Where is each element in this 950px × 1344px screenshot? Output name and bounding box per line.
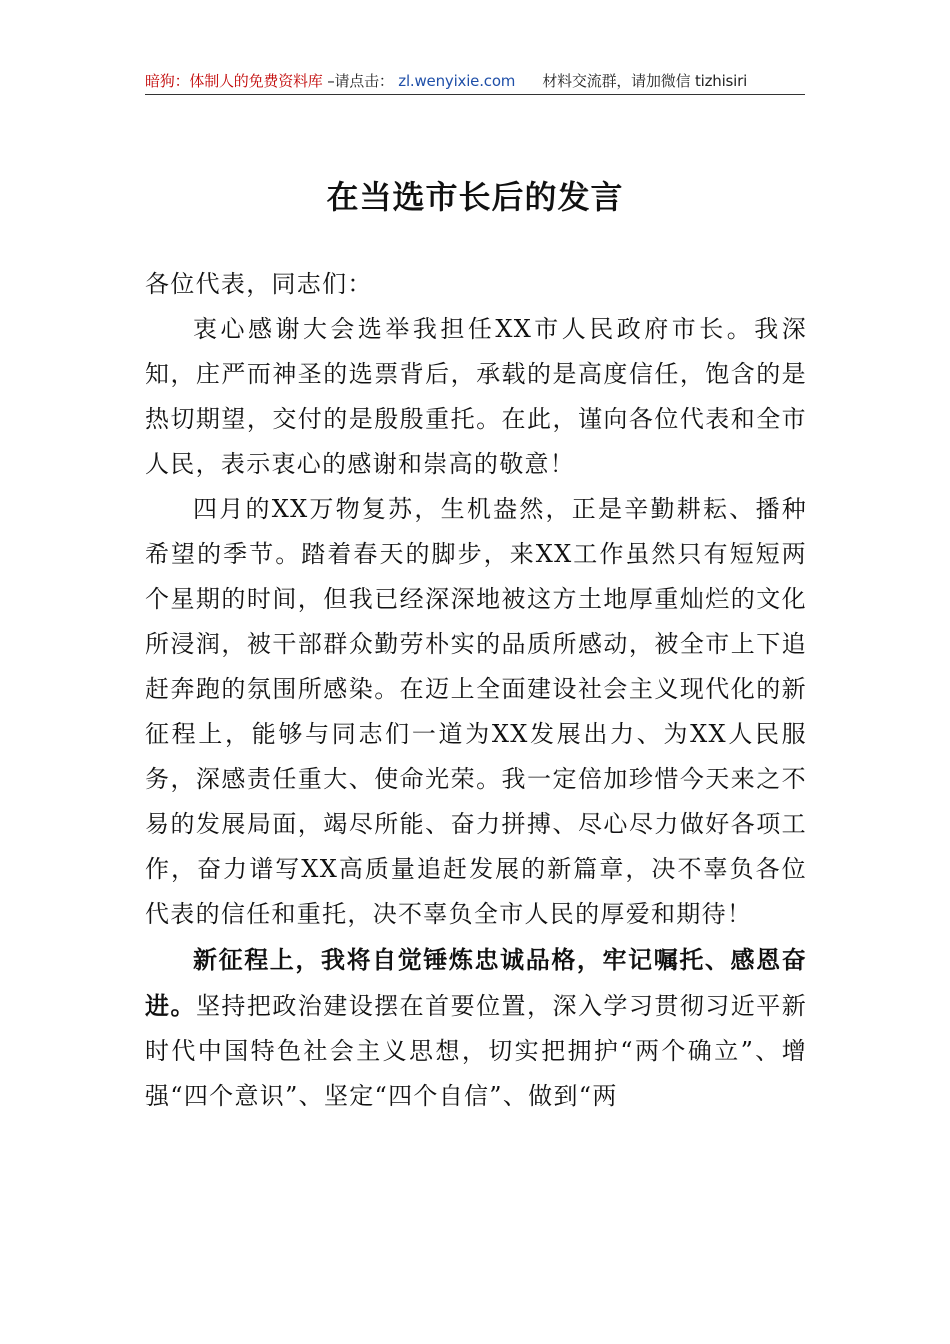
header-prompt: –请点击：: [327, 72, 394, 90]
document-title: 在当选市长后的发言: [326, 178, 624, 216]
salutation: 各位代表，同志们：: [145, 270, 373, 298]
section-lead-heading: 新征程上，我将自觉锤炼忠诚品格，牢记嘱托、感恩奋进。: [145, 945, 807, 1020]
paragraph: 衷心感谢大会选举我担任XX市人民政府市长。我深知，庄严而神圣的选票背后，承载的是高度信任，饱含的是热切期望，交付的是殷殷重托。在此，谨向各位代表和全市人民，表示衷心的感谢和崇高的敬意！: [145, 315, 807, 478]
watermark-header: [145, 70, 805, 92]
header-divider: [145, 94, 805, 95]
section-paragraph: [145, 937, 807, 1119]
paragraph: 四月的XX万物复苏，生机盎然，正是辛勤耕耘、播种希望的季节。踏着春天的脚步，来XX工作虽然只有短短两个星期的时间，但我已经深深地被这方土地厚重灿烂的文化所浸润，被干部群众勤劳朴实的品质所感动，被全市上下追赶奔跑的氛围所感染。在迈上全面建设社会主义现代化的新征程上，能够与同志们一道为XX发展出力、为XX人民服务，深感责任重大、使命光荣。我一定倍加珍惜今天来之不易的发展局面，竭尽所能、奋力拼搏、尽心尽力做好各项工作，奋力谱写XX高质量追赶发展的新篇章，决不辜负各位代表的信任和重托，决不辜负全市人民的厚爱和期待！: [145, 495, 807, 928]
section-body-text: 坚持把政治建设摆在首要位置，深入学习贯彻习近平新时代中国特色社会主义思想，切实把拥护“两个确立”、增强“四个意识”、坚定“四个自信”、做到“两: [145, 992, 807, 1110]
document-body: [145, 262, 807, 1119]
header-url-link[interactable]: zl.wenyixie.com: [398, 72, 516, 90]
header-brand: 暗狗：体制人的免费资料库: [145, 72, 323, 90]
header-group-note: 材料交流群，请加微信 tizhisiri: [542, 72, 748, 90]
